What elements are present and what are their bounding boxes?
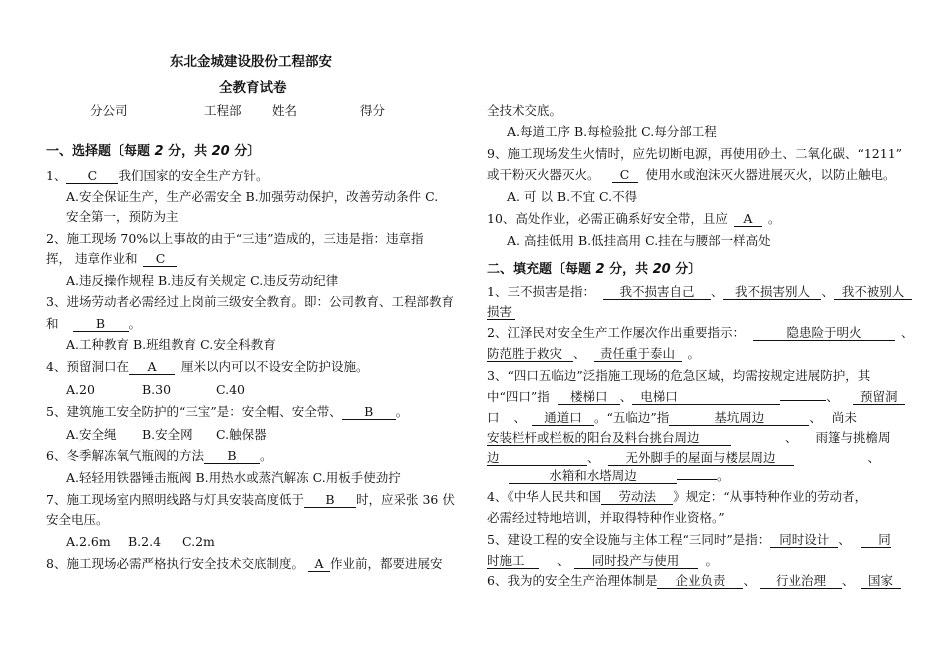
question-1-options-cont: 安全第一，预防为主: [66, 209, 179, 224]
answer-blank: 责任重于泰山: [594, 346, 682, 362]
question-2-cont: 挥， 违章作业和 C: [46, 251, 177, 267]
fill-4: 4、《中华人民共和国 劳动法 》规定：“从事特种作业的劳动者，: [487, 489, 868, 504]
question-7: 7、施工现场室内照明线路与灯具安装高度低于 B 时，应采张 36 伏: [46, 492, 455, 507]
question-8-options: A.每道工序 B.每检验批 C.每分部工程: [507, 124, 717, 139]
field-dept: 工程部: [204, 103, 242, 118]
question-2: 2、施工现场 70%以上事故的由于“三违”造成的，三违是指：违章指: [46, 231, 424, 246]
answer-blank: [677, 479, 717, 480]
answer-blank: 水箱和水塔周边: [509, 468, 677, 484]
question-1: 1、 C 我们国家的安全生产方针。: [46, 168, 269, 183]
question-1-options: A.安全保证生产，生产必需安全 B.加强劳动保护，改善劳动条件 C.: [66, 189, 439, 204]
answer-blank: 同: [861, 532, 891, 548]
fill-3: 3、“四口五临边”泛指施工现场的危急区域，均需按规定进展防护，其: [487, 368, 871, 383]
exam-title-line1: 东北金城建设股份工程部安: [170, 54, 332, 70]
answer-blank: 基坑周边: [669, 410, 809, 426]
question-10: 10、高处作业，必需正确系好安全带，且应 A 。: [487, 211, 781, 226]
answer-blank: 隐患险于明火: [753, 325, 895, 341]
question-3-options: A.工种教育 B.班组教育 C.安全科教育: [66, 337, 276, 352]
field-company: 分公司: [90, 103, 128, 118]
answer-blank: 无外脚手的屋面与楼层周边: [608, 450, 794, 466]
answer-blank: 同时设计: [770, 532, 838, 548]
answer-blank: B: [73, 316, 129, 332]
fill-3-l5: 边 、 无外脚手的屋面与楼层周边 、: [487, 450, 881, 465]
answer-blank: 损害: [487, 304, 515, 320]
fill-1: 1、三不损害是指： 我不损害自己 、 我不损害别人 、 我不被别人: [487, 284, 912, 300]
field-name: 姓名: [272, 103, 298, 118]
fill-3-l4: 安装栏杆或栏板的阳台及料台挑台周边 、 雨篷与挑檐周: [487, 430, 891, 445]
field-score: 得分: [360, 103, 386, 118]
question-4: 4、预留洞口在 A 厘米以内可以不设安全防护设施。: [46, 359, 369, 374]
answer-blank: C: [612, 167, 638, 183]
answer-blank: 同时投产与使用: [574, 553, 698, 569]
answer-blank: C: [66, 168, 118, 184]
fill-6: 6、我为的安全生产治理体制是 企业负责 、 行业治理 、 国家: [487, 573, 901, 589]
question-5: 5、建筑施工安全防护的“三宝”是：安全帽、安全带、 B 。: [46, 404, 409, 419]
answer-blank: 预留洞: [853, 389, 905, 405]
fill-5: 5、建设工程的安全设施与主体工程“三同时”是指： 同时设计 、 同: [487, 532, 891, 547]
answer-blank: 劳动法: [601, 489, 673, 505]
answer-blank: B: [204, 448, 260, 464]
fill-5-cont: 时施工 、 同时投产与使用 。: [487, 553, 719, 568]
answer-blank: [780, 400, 826, 401]
answer-blank: 行业治理: [760, 573, 842, 589]
answer-blank: 通道口: [532, 410, 594, 426]
answer-blank: 边: [487, 450, 587, 466]
answer-blank: 我不被别人: [834, 284, 912, 300]
answer-blank: 时施工: [487, 553, 539, 569]
answer-blank: C: [143, 251, 177, 267]
fill-3-l3: 口 、 通道口 。“五临边”指 基坑周边 、 尚未: [487, 410, 857, 425]
answer-blank: B: [304, 492, 356, 508]
answer-blank: A: [129, 359, 175, 375]
question-4-options: A.20 B.30 C.40: [66, 382, 245, 397]
answer-blank: A: [734, 211, 762, 227]
question-8: 8、施工现场必需严格执行安全技术交底制度。 A 作业前，都要进展安: [46, 556, 443, 571]
answer-blank: 我不损害自己: [603, 284, 711, 300]
fill-2-cont: 防范胜于救灾 、 责任重于泰山 。: [487, 346, 701, 361]
question-7-cont: 安全电压。: [46, 512, 109, 527]
fill-4-cont: 必需经过特地培训，并取得特种作业资格。”: [487, 510, 725, 525]
fill-3-l6: 水箱和水塔周边 。: [487, 468, 730, 484]
question-7-options: A.2.6m B.2.4 C.2m: [66, 534, 215, 549]
exam-title-line2: 全教育试卷: [219, 80, 287, 96]
question-3: 3、进场劳动者必需经过上岗前三级安全教育。即：公司教育、工程部教育: [46, 294, 454, 309]
question-9: 9、施工现场发生火情时，应先切断电源，再使用砂土、二氧化碳、“1211”: [487, 146, 903, 161]
question-2-options: A.违反操作规程 B.违反有关规定 C.违反劳动纪律: [66, 273, 339, 288]
answer-blank: 国家: [861, 573, 901, 589]
answer-blank: 安装栏杆或栏板的阳台及料台挑台周边: [487, 430, 731, 446]
answer-blank: 企业负责: [657, 573, 743, 589]
answer-blank: 楼梯口: [558, 389, 620, 405]
fill-1-cont: [487, 304, 515, 320]
question-10-options: A. 高挂低用 B.低挂高用 C.挂在与腰部一样高处: [507, 233, 771, 248]
question-6-options: A.轻轻用铁器锤击瓶阀 B.用热水或蒸汽解冻 C.用板手使劲拧: [66, 470, 401, 485]
answer-blank: 电梯口: [632, 389, 780, 405]
section2-heading: 二、填充题〔每题 2 分，共 20 分〕: [487, 262, 702, 277]
question-9-options: A. 可 以 B.不宜 C.不得: [507, 189, 638, 204]
fill-3-l2: 中“四口”指 楼梯口 、 电梯口 、 预留洞: [487, 389, 905, 405]
question-5-options: A.安全绳 B.安全网 C.触保器: [66, 427, 267, 442]
fill-2: 2、江泽民对安全生产工作屡次作出重要指示： 隐患险于明火 、: [487, 325, 914, 340]
question-3-cont: 和 B 。: [46, 316, 142, 331]
question-8-cont: 全技术交底。: [487, 103, 563, 118]
answer-blank: A: [308, 556, 330, 572]
section1-heading: 一、选择题〔每题 2 分，共 20 分〕: [46, 144, 261, 159]
answer-blank: 防范胜于救灾: [487, 346, 573, 362]
question-6: 6、冬季解冻氧气瓶阀的方法 B 。: [46, 448, 273, 463]
question-9-cont: 或干粉灭火器灭火。 C 使用水或泡沫灭火器进展灭火，以防止触电。: [487, 167, 896, 182]
answer-blank: 我不损害别人: [723, 284, 821, 300]
answer-blank: B: [342, 404, 396, 420]
